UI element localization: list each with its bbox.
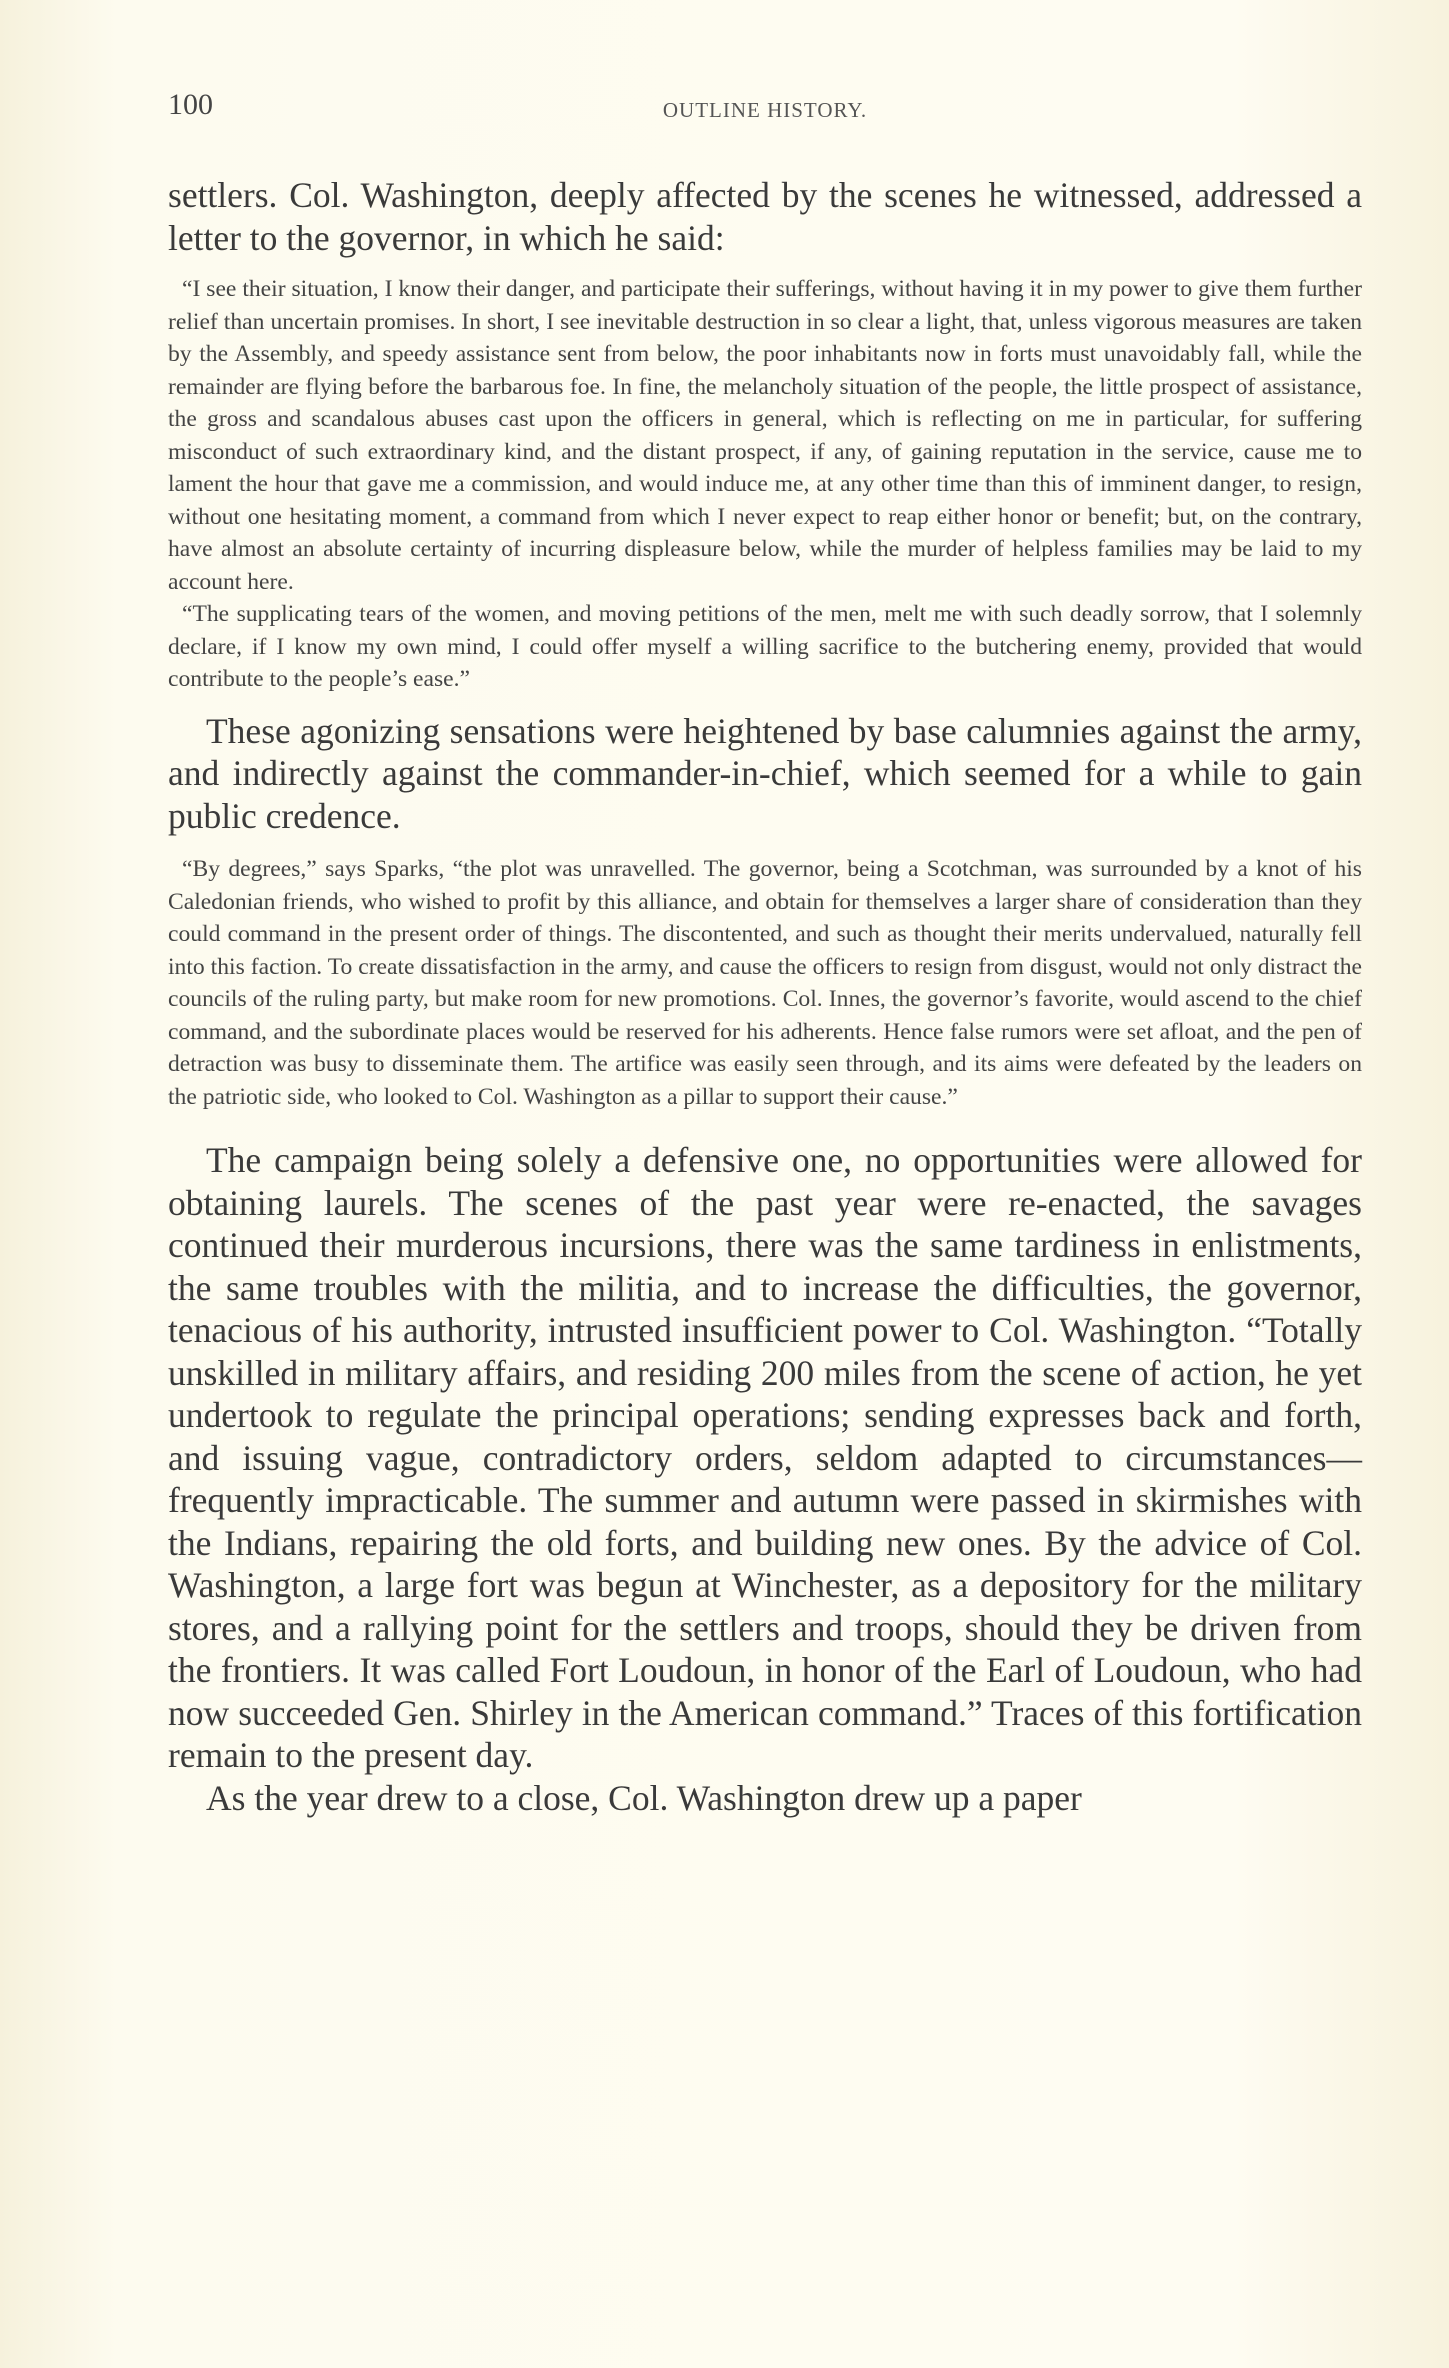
book-page [168, 88, 1362, 1819]
body-paragraph: The campaign being solely a defensive one, no opportunities were allowed for obtaining laurels. The scenes of the past year were re-enacted, the savages continued their murderous incursions, there was the same tardiness in enlistments, the same troubles with the militia, and to increase the difficulties, the governor, tenacious of his authority, intrusted insufficient power to Col. Washington. “Totally unskilled in military affairs, and residing 200 miles from the scene of action, he yet undertook to regulate the principal operations; sending expresses back and forth, and issuing vague, contradictory orders, seldom adapted to circumstances—frequently impracticable. The summer and autumn were passed in skirmishes with the Indians, repairing the old forts, and building new ones. By the advice of Col. Washington, a large fort was begun at Winchester, as a depository for the military stores, and a rallying point for the settlers and troops, should they be driven from the frontiers. It was called Fort Loudoun, in honor of the Earl of Loudoun, who had now succeeded Gen. Shirley in the American command.” Traces of this fortification remain to the present day. [168, 1140, 1362, 1775]
block-quote: “By degrees,” says Sparks, “the plot was unravelled. The governor, being a Scotchman, was surrounded by a knot of his Caledonian friends, who wished to profit by this alliance, and obtain for themselves a larger share of consideration than they could command in the present order of things. The discontented, and such as thought their merits undervalued, naturally fell into this faction. To create dissatisfaction in the army, and cause the officers to resign from disgust, would not only distract the councils of the ruling party, but make room for new promotions. Col. Innes, the governor’s favorite, would ascend to the chief command, and the subordinate places would be reserved for his adherents. Hence false rumors were set afloat, and the pen of detraction was busy to disseminate them. The artifice was easily seen through, and its aims were defeated by the leaders on the patriotic side, who looked to Col. Washington as a pillar to support their cause.” [168, 856, 1362, 1110]
block-quote: “The supplicating tears of the women, and moving petitions of the men, melt me with such deadly sorrow, that I solemnly declare, if I know my own mind, I could offer myself a willing sacrifice to the butchering enemy, provided that would contribute to the people’s ease.” [168, 601, 1362, 692]
block-quote: “I see their situation, I know their danger, and participate their sufferings, without having it in my power to give them further relief than uncertain promises. In short, I see inevitable destruction in so clear a light, that, unless vigorous measures are taken by the Assembly, and speedy assistance sent from below, the poor inhabitants now in forts must unavoidably fall, while the remainder are flying before the barbarous foe. In fine, the melancholy situation of the people, the little prospect of assistance, the gross and scandalous abuses cast upon the officers in general, which is reflecting on me in particular, for suffering misconduct of such extraordinary kind, and the distant prospect, if any, of gaining reputation in the service, cause me to lament the hour that gave me a commission, and would induce me, at any other time than this of imminent danger, to resign, without one hesitating moment, a command from which I never expect to reap either honor or benefit; but, on the contrary, have almost an absolute certainty of incurring displeasure below, while the murder of helpless families may be laid to my account here. [168, 276, 1362, 595]
body-paragraph: These agonizing sensations were heightened by base calumnies against the army, and indirectly against the commander-in-chief, which seemed for a while to gain public credence. [168, 710, 1362, 836]
body-paragraph: settlers. Col. Washington, deeply affected by the scenes he witnessed, addressed a letter to the governor, in which he said: [168, 175, 1362, 258]
body-paragraph-last: As the year drew to a close, Col. Washington drew up a paper [206, 1777, 1082, 1818]
page-number: 100 [168, 88, 213, 121]
running-head [168, 88, 1362, 128]
running-title: OUTLINE HISTORY. [662, 98, 868, 122]
